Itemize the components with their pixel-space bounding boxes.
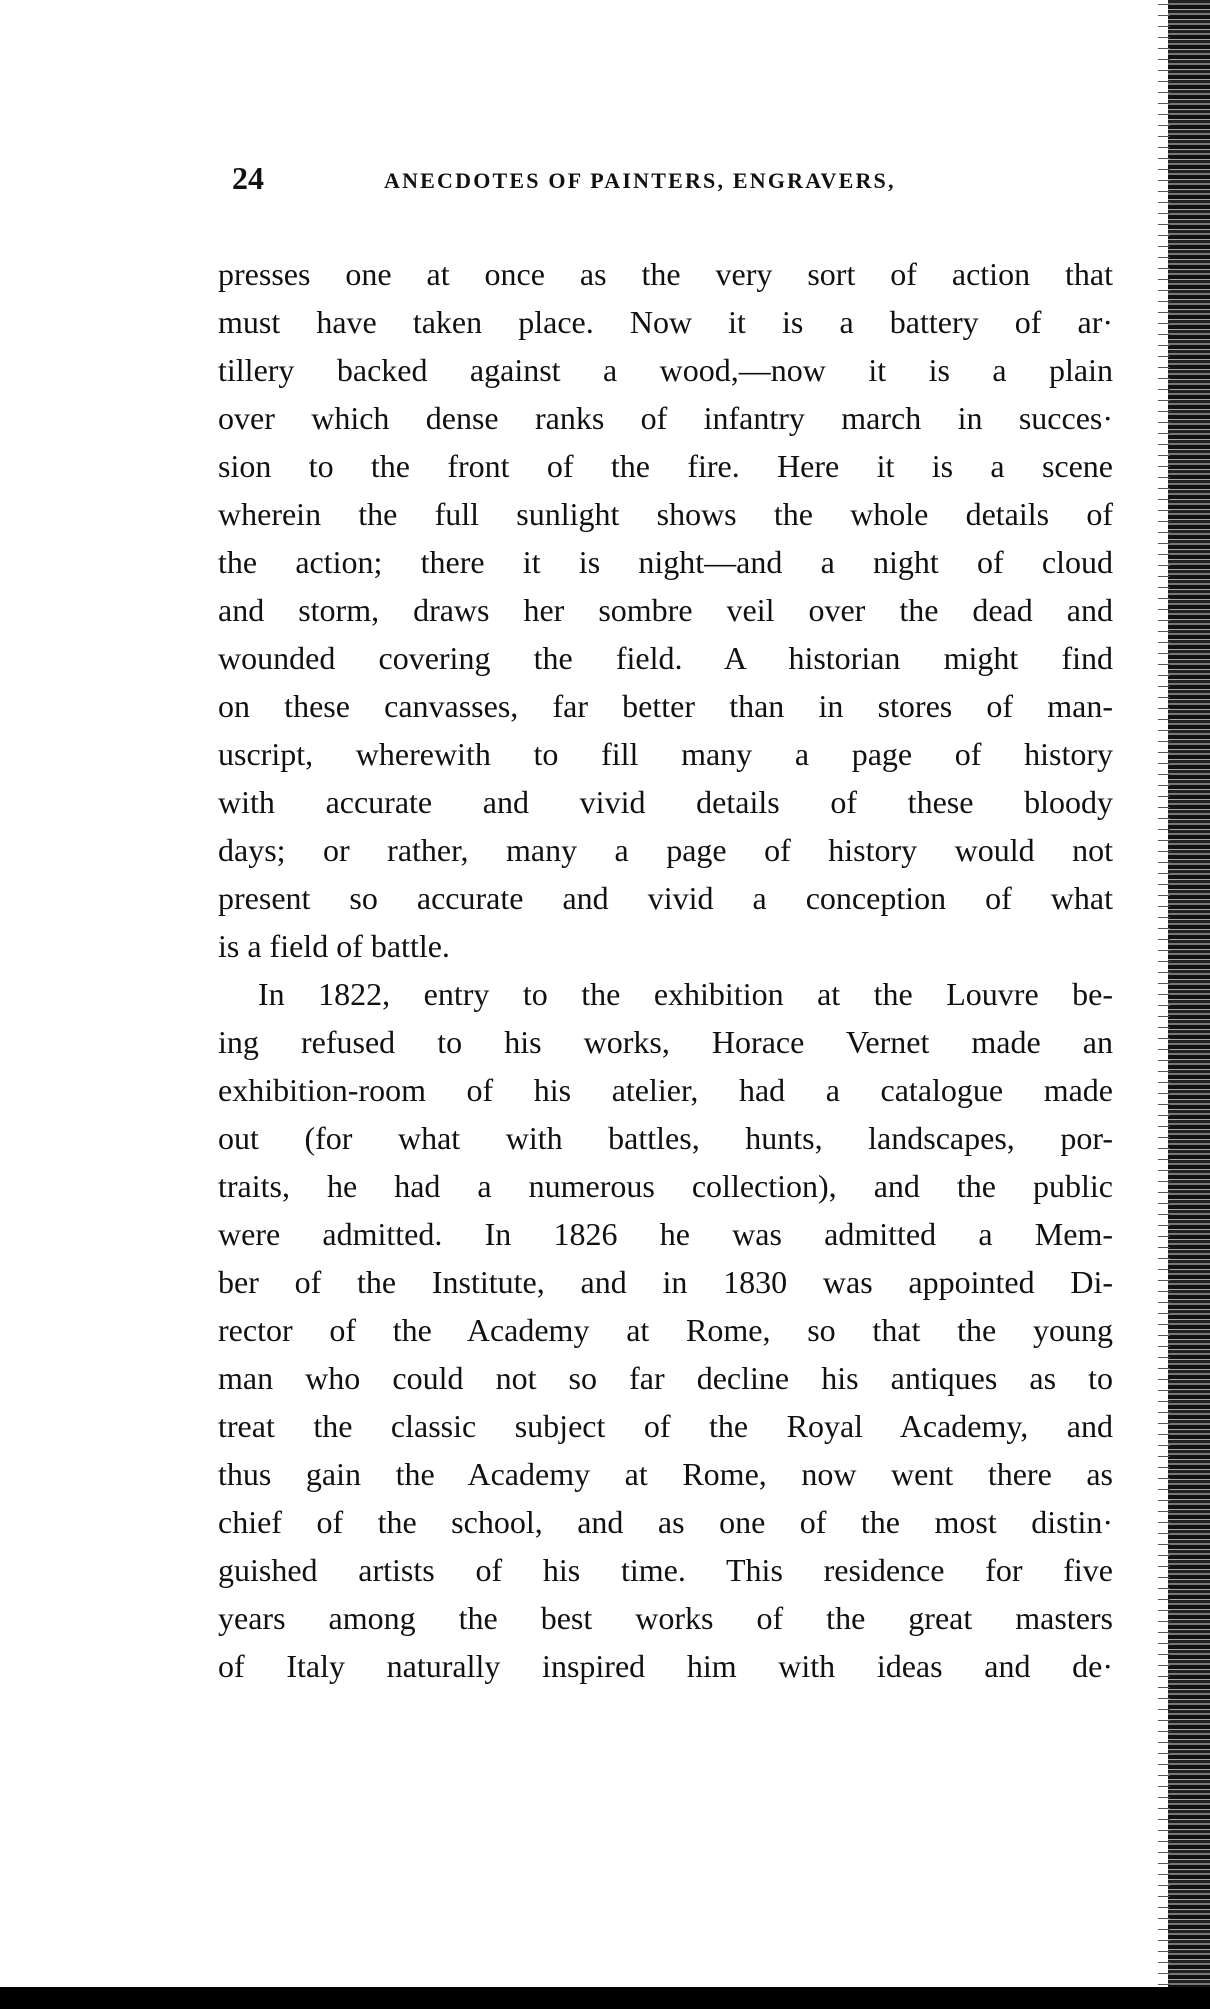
text-line: chief of the school, and as one of the most distin· bbox=[218, 1504, 1113, 1540]
page-number: 24 bbox=[232, 160, 264, 196]
text-line: guished artists of his time. This residence for five bbox=[218, 1552, 1113, 1588]
text-line: over which dense ranks of infantry march in succes· bbox=[218, 400, 1113, 436]
text-line: ing refused to his works, Horace Vernet made an bbox=[218, 1024, 1113, 1060]
text-line: thus gain the Academy at Rome, now went there as bbox=[218, 1456, 1113, 1492]
text-line: must have taken place. Now it is a battery of ar· bbox=[218, 304, 1113, 340]
text-line: days; or rather, many a page of history would not bbox=[218, 832, 1113, 868]
text-line: wounded covering the field. A historian might find bbox=[218, 640, 1113, 676]
text-line: present so accurate and vivid a conception of what bbox=[218, 880, 1113, 916]
text-line: man who could not so far decline his antiques as to bbox=[218, 1360, 1113, 1396]
text-line: In 1822, entry to the exhibition at the Louvre be- bbox=[258, 976, 1113, 1012]
text-line: years among the best works of the great masters bbox=[218, 1600, 1113, 1636]
text-line: out (for what with battles, hunts, landscapes, por- bbox=[218, 1120, 1113, 1156]
text-line: tillery backed against a wood,—now it is a plain bbox=[218, 352, 1113, 388]
text-line: uscript, wherewith to fill many a page of history bbox=[218, 736, 1113, 772]
text-line: traits, he had a numerous collection), and the public bbox=[218, 1168, 1113, 1204]
page-binding-edge bbox=[1168, 0, 1210, 2009]
text-line: is a field of battle. bbox=[218, 928, 450, 964]
text-line: presses one at once as the very sort of action that bbox=[218, 256, 1113, 292]
text-line: the action; there it is night—and a night of cloud bbox=[218, 544, 1113, 580]
text-line: sion to the front of the fire. Here it is a scene bbox=[218, 448, 1113, 484]
text-line: exhibition-room of his atelier, had a catalogue made bbox=[218, 1072, 1113, 1108]
text-line: ber of the Institute, and in 1830 was appointed Di- bbox=[218, 1264, 1113, 1300]
text-line: wherein the full sunlight shows the whole details of bbox=[218, 496, 1113, 532]
text-line: with accurate and vivid details of these bloody bbox=[218, 784, 1113, 820]
running-title: ANECDOTES OF PAINTERS, ENGRAVERS, bbox=[384, 168, 896, 193]
scan-bottom-border bbox=[0, 1987, 1210, 2009]
text-line: were admitted. In 1826 he was admitted a Mem- bbox=[218, 1216, 1113, 1252]
text-line: rector of the Academy at Rome, so that the young bbox=[218, 1312, 1113, 1348]
text-line: treat the classic subject of the Royal Academy, and bbox=[218, 1408, 1113, 1444]
text-line: of Italy naturally inspired him with ideas and de· bbox=[218, 1648, 1113, 1684]
text-line: on these canvasses, far better than in stores of man- bbox=[218, 688, 1113, 724]
text-line: and storm, draws her sombre veil over the dead and bbox=[218, 592, 1113, 628]
body-text bbox=[218, 250, 1113, 1690]
